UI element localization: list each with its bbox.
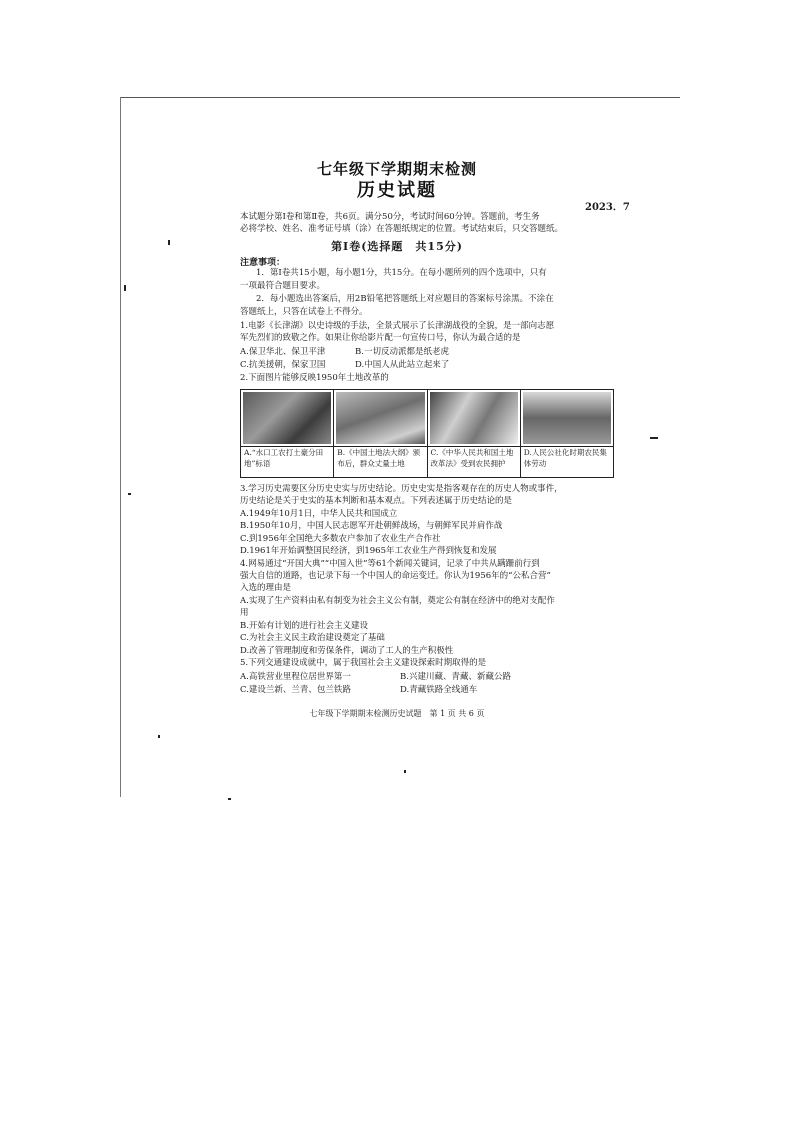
- q4-option-b: B.开始有计划的进行社会主义建设: [240, 621, 368, 631]
- note-line: 答题纸上，只答在试卷上不得分。: [240, 307, 368, 317]
- q2-caption-d: D.人民公社化时期农民集体劳动: [521, 446, 613, 477]
- intro-line: 必将学校、姓名、准考证号填（涂）在答题纸规定的位置。考试结束后，只交答题纸。: [240, 224, 564, 234]
- scan-mark: [168, 240, 170, 245]
- q5-option-b: B.兴建川藏、青藏、新藏公路: [400, 672, 511, 682]
- q3-option-a: A.1949年10月1日，中华人民共和国成立: [240, 509, 398, 519]
- q4-option-d: D.改善了管理制度和劳保条件，调动了工人的生产积极性: [240, 646, 454, 656]
- q1-option-a: A.保卫华北、保卫平津: [240, 347, 326, 357]
- q3-stem: 历史结论是关于史实的基本判断和基本观点。下列表述属于历史结论的是: [240, 496, 513, 506]
- q1-stem: 1.电影《长津湖》以史诗级的手法，全景式展示了长津湖战役的全貌，是一部向志愿: [240, 321, 555, 331]
- scan-mark: [128, 493, 131, 495]
- q2-option-a: [241, 390, 334, 477]
- note-line: 1．第Ⅰ卷共15小题，每小题1分，共15分。在每小题所列的四个选项中，只有: [256, 268, 547, 278]
- q2-option-d: [521, 390, 613, 477]
- exam-date: 2023．7: [585, 202, 630, 213]
- page-footer: 七年级下学期期末检测历史试题 第 1 页 共 6 页: [309, 709, 485, 718]
- q3-option-d: D.1961年开始调整国民经济，到1965年工农业生产得到恢复和发展: [240, 546, 497, 556]
- scan-mark: [158, 735, 160, 738]
- q2-photo-grid: [240, 389, 614, 478]
- q2-caption-a: A.“水口工农打土豪分田地”标语: [241, 446, 333, 477]
- slogan-photo: [243, 392, 331, 444]
- q5-option-a: A.高铁营业里程位居世界第一: [240, 672, 351, 682]
- q5-stem: 5.下列交通建设成就中，属于我国社会主义建设探索时期取得的是: [240, 658, 487, 668]
- exam-title: 七年级下学期期末检测: [316, 160, 477, 178]
- note-line: 一项最符合题目要求。: [240, 281, 326, 291]
- q4-option-c: C.为社会主义民主政治建设奠定了基础: [240, 633, 385, 643]
- q5-option-c: C.建设兰新、兰青、包兰铁路: [240, 685, 351, 695]
- q2-option-c: [428, 390, 521, 477]
- q2-caption-c: C.《中华人民共和国土地改革法》受到农民拥护: [428, 446, 520, 477]
- scan-edge-top: [120, 97, 680, 98]
- q3-option-b: B.1950年10月，中国人民志愿军开赴朝鲜战场，与朝鲜军民并肩作战: [240, 521, 503, 531]
- scan-mark: [228, 798, 231, 800]
- scan-mark: [650, 437, 658, 439]
- q1-option-c: C.抗美援朝，保家卫国: [240, 360, 326, 370]
- exam-subtitle: 历史试题: [357, 180, 437, 201]
- section-title: 第Ⅰ卷(选择题 共15分): [331, 240, 463, 253]
- q2-caption-b: B.《中国土地法大纲》颁布后，群众丈量土地: [334, 446, 426, 477]
- land-reform-law-photo: [430, 392, 518, 444]
- note-line: 2．每小题选出答案后，用2B铅笔把答题纸上对应题目的答案标号涂黑。不涂在: [256, 294, 554, 304]
- q2-option-b: [334, 390, 427, 477]
- q1-stem: 军先烈们的致敬之作。如果让你给影片配一句宣传口号，你认为最合适的是: [240, 333, 521, 343]
- scan-mark: [404, 770, 406, 773]
- intro-line: 本试题分第Ⅰ卷和第Ⅱ卷，共6页。满分50分，考试时间60分钟。答题前，考生务: [240, 212, 540, 222]
- q2-stem: 2.下面图片能够反映1950年土地改革的: [240, 373, 389, 383]
- q4-stem: 4.网易通过“开国大典”“中国入世”等61个新闻关键词，记录了中共从蹒跚前行到: [240, 559, 540, 569]
- q1-option-b: B.一切反动派都是纸老虎: [355, 347, 449, 357]
- collective-labor-photo: [523, 392, 611, 444]
- q1-option-d: D.中国人从此站立起来了: [355, 360, 450, 370]
- scan-mark: [124, 285, 126, 291]
- q4-stem: 入选的理由是: [240, 583, 292, 593]
- scan-edge-left: [120, 97, 121, 797]
- notes-heading: 注意事项：: [240, 258, 286, 268]
- q4-stem: 强大自信的道路，也记录下每一个中国人的命运变迁。你认为1956年的“公私合营”: [240, 571, 551, 581]
- q5-option-d: D.青藏铁路全线通车: [400, 685, 478, 695]
- q3-option-c: C.到1956年全国绝大多数农户参加了农业生产合作社: [240, 534, 441, 544]
- q4-option-a: A.实现了生产资料由私有制变为社会主义公有制，奠定公有制在经济中的绝对支配作: [240, 596, 555, 606]
- q4-option-a-cont: 用: [240, 608, 249, 618]
- land-measuring-photo: [336, 392, 424, 444]
- q3-stem: 3.学习历史需要区分历史史实与历史结论。历史史实是指客观存在的历史人物或事件，: [240, 484, 563, 494]
